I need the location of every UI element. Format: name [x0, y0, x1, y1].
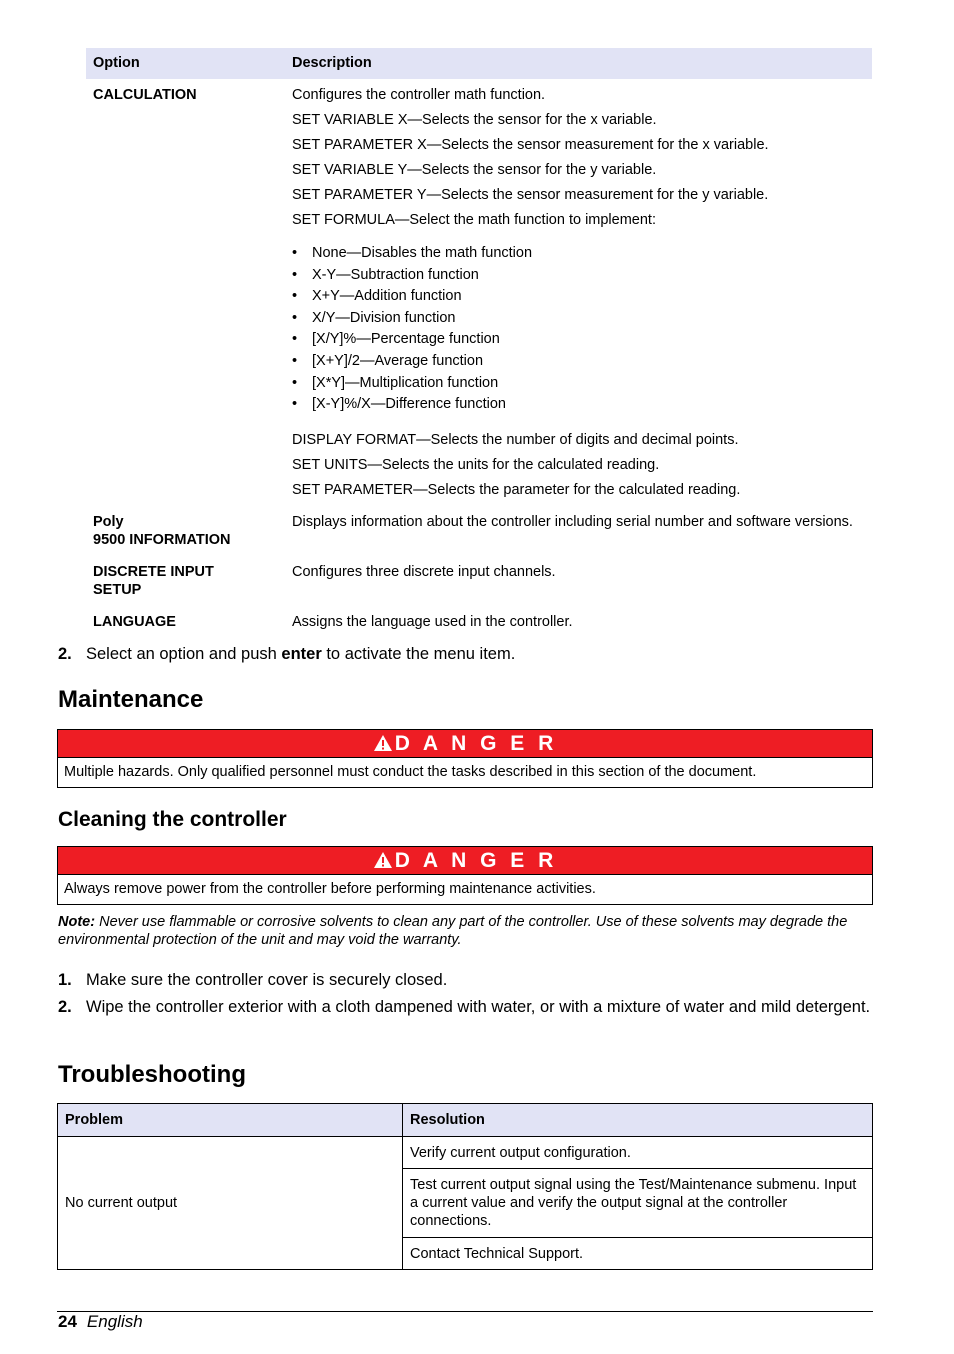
calc-line: SET UNITS—Selects the units for the calculated reading. — [292, 457, 660, 473]
header-option: Option — [93, 55, 140, 71]
list-item: • [X+Y]/2—Average function — [292, 352, 484, 369]
danger-header: D A N G E R — [58, 730, 872, 758]
language-desc: Assigns the language used in the controller. — [292, 614, 573, 630]
troubleshooting-table — [57, 1103, 873, 1270]
list-item: • [X/Y]%—Percentage function — [292, 331, 500, 348]
note: Note: Never use flammable or corrosive solvents to clean any part of the controller. Use of these solvents may degrade the environmental protection of the unit and may void the warranty. — [58, 914, 848, 948]
problem-cell: No current output — [58, 1137, 403, 1270]
footer-rule — [57, 1311, 873, 1312]
resolution-cell: Contact Technical Support. — [403, 1238, 873, 1270]
footer-language: English — [86, 1312, 143, 1331]
list-item: • X+Y—Addition function — [292, 288, 462, 305]
header-resolution: Resolution — [403, 1104, 873, 1137]
warning-icon — [373, 734, 393, 752]
resolution-cell: Verify current output configuration. — [403, 1137, 873, 1169]
maintenance-heading: Maintenance — [58, 686, 204, 713]
resolution-cell: Test current output signal using the Test/Maintenance submenu. Input a current value and verify the output signal at the controller connections. — [403, 1169, 873, 1238]
calc-line: SET PARAMETER Y—Selects the sensor measurement for the y variable. — [292, 187, 769, 203]
option-calculation: CALCULATION — [93, 87, 197, 103]
cleaning-heading: Cleaning the controller — [58, 808, 287, 831]
discrete-input-desc: Configures three discrete input channels. — [292, 564, 556, 580]
calc-line: SET VARIABLE Y—Selects the sensor for the y variable. — [292, 162, 657, 178]
danger-notice — [57, 846, 873, 905]
option-discrete-input: DISCRETE INPUT SETUP — [93, 564, 214, 598]
list-item: • X-Y—Subtraction function — [292, 266, 479, 283]
page-number: 24 — [58, 1312, 77, 1331]
warning-icon — [373, 851, 393, 869]
header-description: Description — [292, 55, 372, 71]
calc-line: SET PARAMETER X—Selects the sensor measurement for the x variable. — [292, 137, 769, 153]
danger-header: D A N G E R — [58, 847, 872, 875]
list-item: • X/Y—Division function — [292, 309, 456, 326]
calc-line: Configures the controller math function. — [292, 87, 546, 103]
calc-line: SET PARAMETER—Selects the parameter for the calculated reading. — [292, 482, 741, 498]
option-language: LANGUAGE — [93, 614, 176, 630]
list-item: • [X-Y]%/X—Difference function — [292, 396, 506, 413]
danger-text: Multiple hazards. Only qualified personnel must conduct the tasks described in this section of the document. — [64, 764, 757, 780]
calc-line: SET VARIABLE X—Selects the sensor for the x variable. — [292, 112, 657, 128]
page-footer — [58, 1312, 143, 1332]
danger-text: Always remove power from the controller before performing maintenance activities. — [64, 881, 596, 897]
list-item: • None—Disables the math function — [292, 245, 533, 261]
formula-list — [292, 244, 532, 417]
option-information: Poly 9500 INFORMATION — [93, 514, 231, 548]
list-item: • [X*Y]—Multiplication function — [292, 374, 499, 391]
information-desc: Displays information about the controller including serial number and software versions. — [292, 514, 853, 530]
options-table-header — [86, 48, 872, 79]
header-problem: Problem — [58, 1104, 403, 1137]
calc-line: DISPLAY FORMAT—Selects the number of digits and decimal points. — [292, 432, 739, 448]
calc-line: SET FORMULA—Select the math function to implement: — [292, 212, 656, 228]
troubleshooting-heading: Troubleshooting — [58, 1061, 246, 1088]
danger-notice — [57, 729, 873, 788]
table-row — [58, 1137, 873, 1169]
